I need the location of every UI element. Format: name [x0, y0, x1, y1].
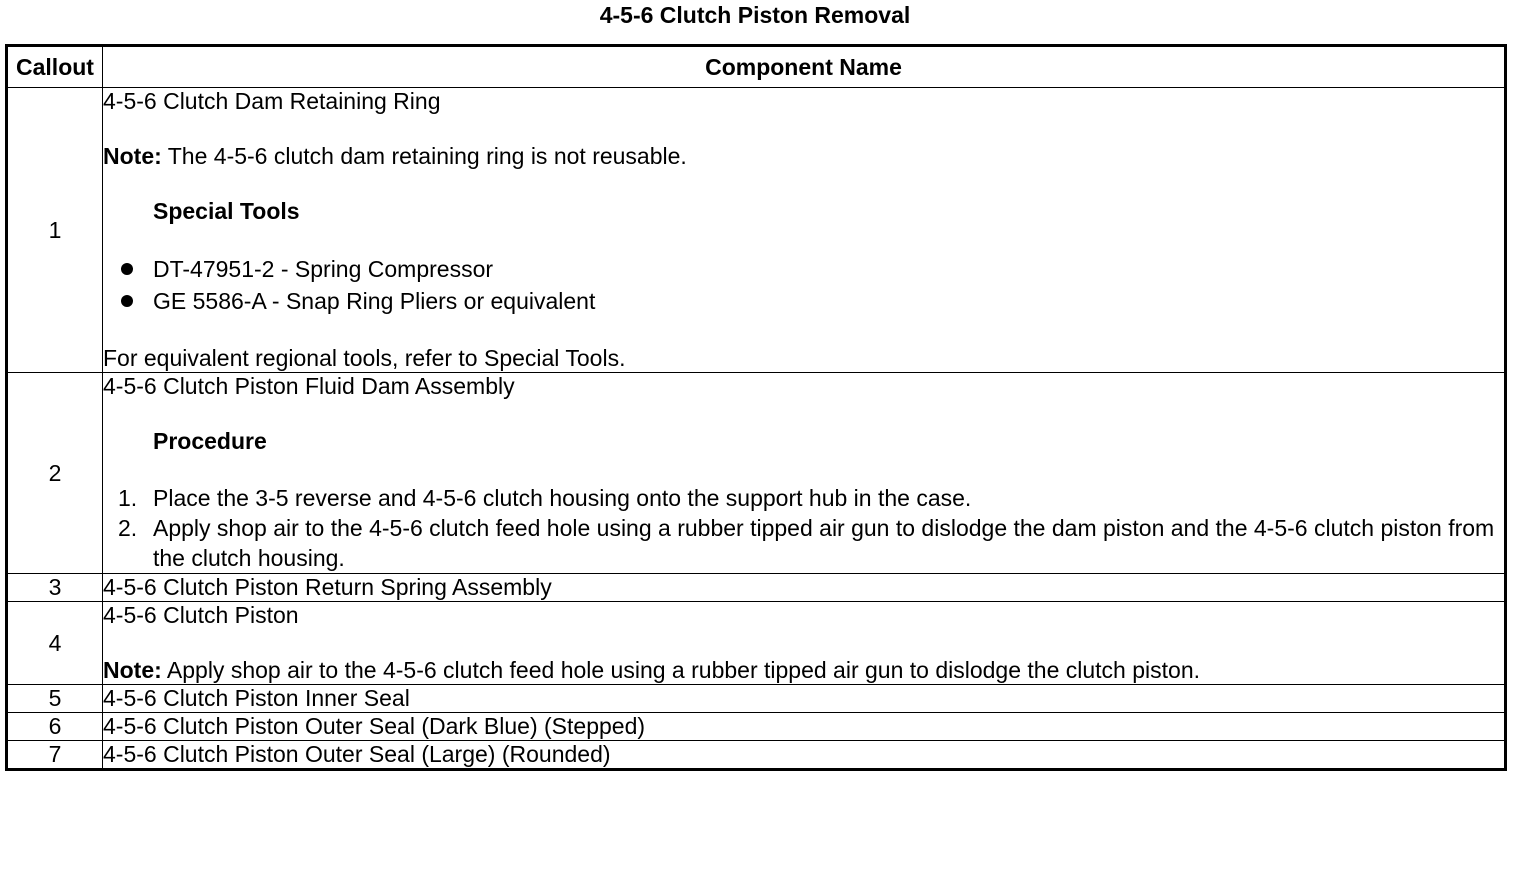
table-row [7, 373, 1506, 574]
tool-text: DT-47951-2 - Spring Compressor [153, 256, 494, 282]
list-item [103, 483, 1504, 513]
bullet-icon [121, 263, 133, 275]
table-row [7, 713, 1506, 741]
table-row [7, 88, 1506, 373]
component-cell [103, 88, 1506, 373]
component-name: 4-5-6 Clutch Piston Outer Seal (Dark Blue) (Stepped) [103, 713, 646, 739]
table-header-row [7, 46, 1506, 88]
callout-cell: 3 [7, 574, 103, 602]
component-cell [103, 741, 1506, 770]
regional-tools-note: For equivalent regional tools, refer to Special Tools. [103, 345, 626, 371]
list-item [103, 285, 1504, 317]
component-cell [103, 574, 1506, 602]
callout-cell: 1 [7, 88, 103, 373]
procedure-heading: Procedure [153, 428, 267, 454]
step-text: Place the 3-5 reverse and 4-5-6 clutch housing onto the support hub in the case. [153, 485, 972, 511]
special-tools-heading: Special Tools [153, 198, 300, 224]
note [103, 143, 1504, 170]
special-tools-list [103, 253, 1504, 317]
component-name: 4-5-6 Clutch Piston Fluid Dam Assembly [103, 373, 515, 399]
document-title: 4-5-6 Clutch Piston Removal [599, 2, 911, 28]
component-cell [103, 602, 1506, 685]
note-label: Note: [103, 657, 162, 683]
step-number: 1. [118, 485, 138, 511]
note-label: Note: [103, 143, 162, 169]
component-table [5, 44, 1507, 771]
table-row [7, 741, 1506, 770]
callout-header: Callout [7, 46, 103, 88]
callout-cell: 5 [7, 685, 103, 713]
component-cell [103, 713, 1506, 741]
callout-cell: 2 [7, 373, 103, 574]
step-number: 2. [118, 515, 138, 541]
note-text: The 4-5-6 clutch dam retaining ring is not reusable. [161, 143, 687, 169]
callout-cell: 7 [7, 741, 103, 770]
component-name: 4-5-6 Clutch Piston Return Spring Assembly [103, 574, 552, 600]
component-cell [103, 685, 1506, 713]
component-cell [103, 373, 1506, 574]
component-name: 4-5-6 Clutch Dam Retaining Ring [103, 88, 441, 114]
component-name: 4-5-6 Clutch Piston [103, 602, 299, 628]
table-row [7, 574, 1506, 602]
table-row [7, 685, 1506, 713]
procedure-steps [103, 483, 1504, 573]
tool-text: GE 5586-A - Snap Ring Pliers or equivalent [153, 288, 596, 314]
list-item [103, 513, 1504, 573]
component-name: 4-5-6 Clutch Piston Inner Seal [103, 685, 410, 711]
list-item [103, 253, 1504, 285]
step-text: Apply shop air to the 4-5-6 clutch feed hole using a rubber tipped air gun to dislodge the dam piston and the 4-5-6 clutch piston from the clutch housing. [153, 515, 1495, 571]
note-text: Apply shop air to the 4-5-6 clutch feed hole using a rubber tipped air gun to dislodge the clutch piston. [161, 657, 1201, 683]
table-row [7, 602, 1506, 685]
callout-cell: 4 [7, 602, 103, 685]
note [103, 657, 1504, 684]
callout-cell: 6 [7, 713, 103, 741]
bullet-icon [121, 295, 133, 307]
component-name-header: Component Name [103, 46, 1506, 88]
component-name: 4-5-6 Clutch Piston Outer Seal (Large) (Rounded) [103, 741, 611, 767]
